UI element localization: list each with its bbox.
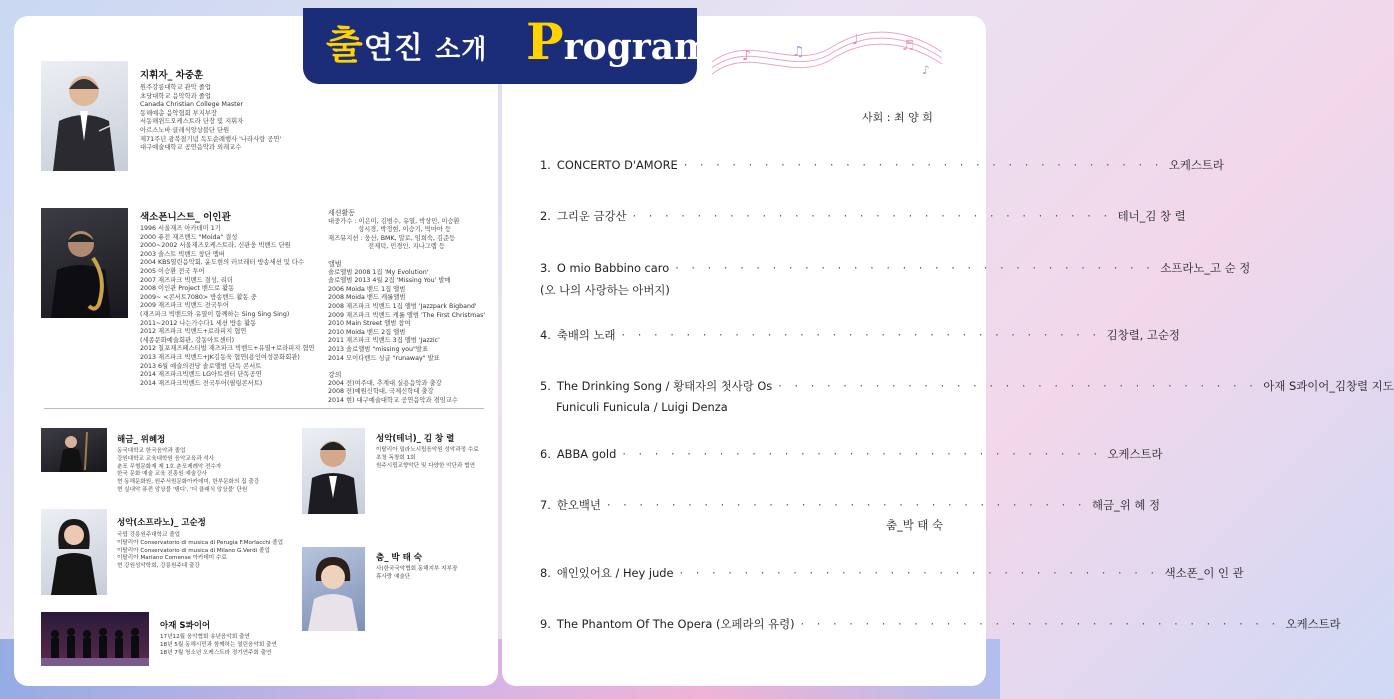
saxophonist-activities: 세션활동 대중가수 : 이은미, 김범수, 유열, 박상민, 이승환 성시경, 박정현, 이승기, 빅마마 등 재즈뮤지션 : 웅산, BMK, 말로, 임희숙, 김준등 전제덕, 민경인, 지나그렙 등 앨범 솔로앨범 2008 1집 'My Evolution' 솔로앨범 2013 4월 2집 'Missing You' 발매 2006 Moida 밴드 1집 앨범 2008 Moida 밴드 캐롤앨범 2008 재즈파크 빅밴드 1집 앨범 'Jazzpark Bigband' 2009 재즈파크 빅밴드 캐롤 앨범 'The First Christmas' 2010 Main Street 앨범 참여 2010 Moida 밴드 2집 앨범 2011 재즈파크 빅밴드 3집 앨범 'Jazzic' 2013 솔로앨범 "missing you"발표 2014 모이다밴드 싱글 "runaway" 발표 강의 2004 전)여주대, 추계대 실용음악과 출강 2008 전)예원신학대, 국제신학대 출강 2014 현) 대구예술대학교 공연음악과 겸임교수	[328, 209, 486, 404]
svg-text:♬: ♬	[902, 38, 915, 54]
tenor-photo	[302, 428, 365, 514]
program-item-6: 6. ABBA gold · · · · · · · · · · · · · · · · · · · · · · · · · · · · · · 오케스트라	[540, 447, 1163, 461]
performers-title: 출연진 소개	[326, 23, 488, 67]
program-item-2: 2. 그리운 금강산 · · · · · · · · · · · · · · · · · · · · · · · · · · · · · · 테너_김 창 렬	[540, 209, 1186, 223]
ensemble-photo	[41, 612, 149, 666]
soprano-name: 성악(소프라노)_ 고순정	[117, 518, 206, 528]
soprano-bio: 국립 강릉원주대학교 졸업 이탈리아 Conservatorio di musica di Perugia F.Morlacchi 졸업 이탈리아 Conservatorio di musica di Milano G.Verdi 졸업 이탈리아 Mariano Comense 아카데미 수료 현 강원성악학회, 강릉원주대 출강	[117, 532, 284, 570]
music-notes-decoration	[712, 22, 942, 82]
haegeum-name: 해금_ 위혜정	[117, 435, 166, 445]
conductor-bio: 원주강릉대학교 관악 졸업 초당대학교 음악학과 졸업 Canada Christian College Master 동해예총 음악협회 부지부장 서동해윈드오케스트라 단장 및 지휘자 아르스노바 클래식앙상블단 단원 제71주년 광복절기념 독도순례행사 '나라사랑 공연' 대구예술대학교 공연음악과 외래교수	[140, 84, 282, 152]
svg-text:♪: ♪	[922, 63, 930, 77]
program-title: Program	[526, 12, 713, 71]
program-item-8: 8. 애인있어요 / Hey jude · · · · · · · · · · · · · · · · · · · · · · · · · · · · · · 색소폰_이 인 관	[540, 566, 1244, 580]
host-label: 사회 : 최 양 희	[862, 111, 933, 124]
program-item-4: 4. 축배의 노래 · · · · · · · · · · · · · · · · · · · · · · · · · · · · · · 김창렬, 고순정	[540, 328, 1180, 342]
program-item-5: 5. The Drinking Song / 황태자의 첫사랑 Os · · · · · · · · · · · · · · · · · · · · · · · · · · · · · · 아재 S콰이어_김창렬 지도 Funiculi Funicula / Luigi Denza	[540, 379, 1394, 414]
tenor-name: 성악(테너)_ 김 창 렬	[376, 434, 455, 444]
section-divider	[44, 408, 484, 409]
dancer-photo	[302, 547, 365, 631]
tenor-bio: 이탈리아 밀라노시립음악원 성악과정 수료 초청 독창회 1회 원주시립교향악단 및 다양한 악단과 협연	[376, 447, 479, 469]
haegeum-bio: 동국대학교 한국음악과 졸업 강원대학교 교육대학원 음악교육과 석사 춘포 무형문화재 제 1호 춘포제례악 전수자 한국 문화 예술 교육 진흥원 예술강사 현 동해문화원, 원주서원문화아카데미, 한부문화의 집 출강 현 실내악 퓨전 앙상블 '탱디', '더 클래식 앙상블' 단원	[117, 448, 260, 493]
saxophonist-bio: 1996 서울재즈 아카데미 1기 2000 퓨전 재즈밴드 "Moida" 결성 2000~2002 서울재즈오케스트라, 신관웅 빅밴드 단원 2003 솔스트 빅밴드 창단 멤버 2004 KBS열린음악회, 윤도현의 러브레터 방송세션 및 다수 2005 이승환 전국 투어 2007 재즈파크 빅밴드 결성, 리더 2008 이인관 Project 밴드로 활동 2009~ <콘서트7080> 방송밴드 활동 중 2009 재즈파크 빅밴드 전국투어 (재즈파크 빅밴드와 유열이 함께하는 Sing Sing Sing) 2011~2012 나는가수다1 세션 방송 활동 2012 재즈파크 빅밴드+로라피지 협연 (세종문화예술회관, 강동아트센터) 2012 칠포재즈페스티벌 재즈파크 빅밴드+유열+로라피지 협연 2013 재즈파크 빅밴드+JK김동욱 협연(용인여성문화회관) 2013 6월 예술의전당 솔로앨범 단독 콘서트 2014 재즈파크빅밴드 LG아트센터 단독공연 2014 재즈파크빅밴드 전국투어(필링콘서트)	[140, 225, 315, 387]
saxophonist-name: 색소폰니스트_ 이인관	[140, 212, 231, 223]
program-item-3: 3. O mio Babbino caro · · · · · · · · · · · · · · · · · · · · · · · · · · · · · · 소프라노_고 순 정 (오 나의 사랑하는 아버지)	[540, 261, 1251, 297]
ensemble-bio: 17년12월 음악협회 송년음악회 출연 18년 5월 동해시민과 함께하는 열린음악회 출연 18년 7월 청소년 오케스트라 정기연주회 출연	[160, 634, 277, 656]
conductor-photo	[41, 61, 128, 171]
ensemble-name: 아재 S콰이어	[160, 621, 211, 631]
saxophonist-photo	[41, 208, 128, 318]
svg-text:♫: ♫	[792, 44, 805, 60]
program-item-1: 1. CONCERTO D'AMORE · · · · · · · · · · · · · · · · · · · · · · · · · · · · · · 오케스트라	[540, 158, 1224, 172]
svg-text:♩: ♩	[852, 32, 859, 48]
program-item-9: 9. The Phantom Of The Opera (오페라의 유령) · · · · · · · · · · · · · · · · · · · · · · · · · · · · · · 오케스트라	[540, 617, 1341, 631]
soprano-photo	[41, 509, 107, 595]
dancer-bio: 사)한국국악협회 동해지부 지부장 휴사랑 예술단	[376, 566, 458, 580]
dancer-name: 춤_ 박 태 숙	[376, 553, 422, 563]
haegeum-photo	[41, 428, 107, 472]
svg-text:♪: ♪	[742, 48, 751, 64]
program-item-7: 7. 한오백년 · · · · · · · · · · · · · · · · · · · · · · · · · · · · · · 해금_위 혜 정 춤_박 태 숙	[540, 498, 1160, 532]
conductor-name: 지휘자_ 차중훈	[140, 70, 204, 81]
